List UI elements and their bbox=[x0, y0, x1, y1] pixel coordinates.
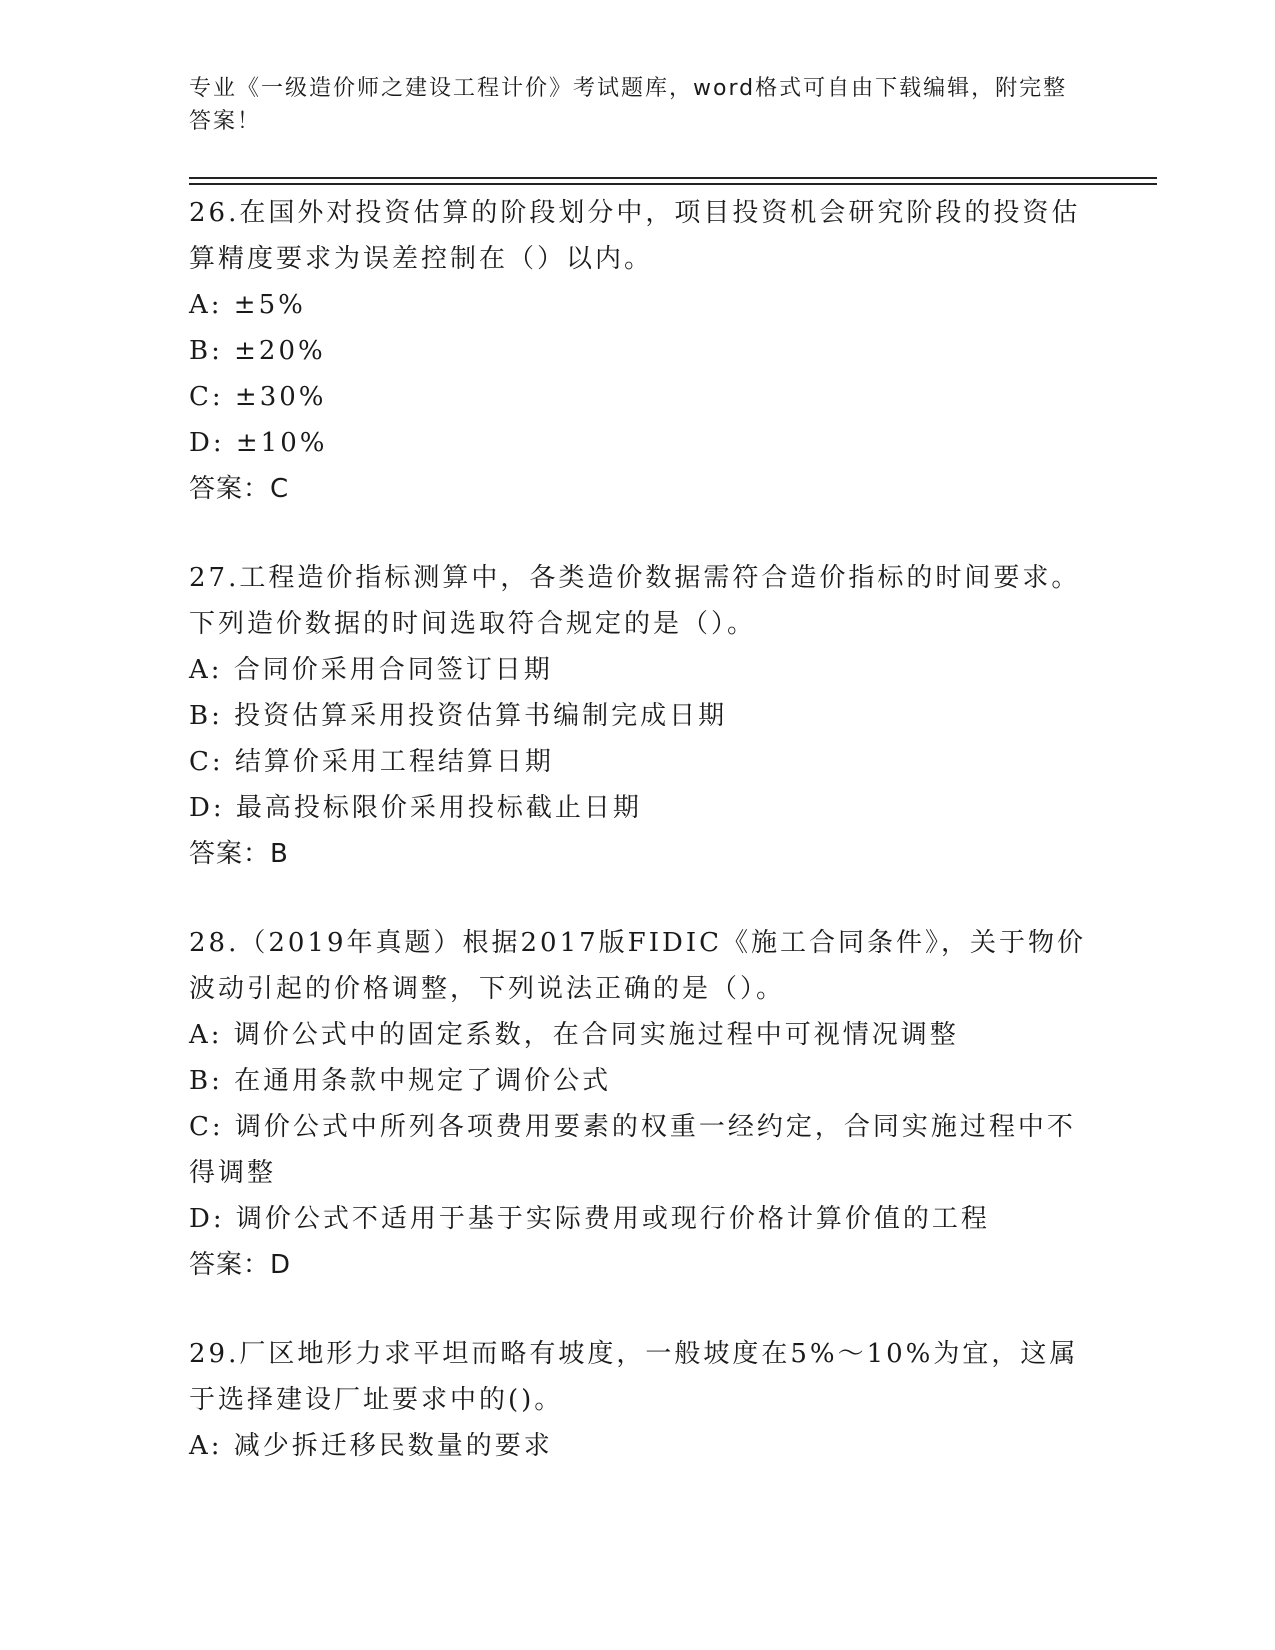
question-stem: 26.在国外对投资估算的阶段划分中，项目投资机会研究阶段的投资估算精度要求为误差控制在（）以内。 bbox=[189, 198, 1081, 274]
answer: 答案：C bbox=[189, 474, 290, 504]
question-27 bbox=[189, 555, 1089, 877]
question-stem: 29.厂区地形力求平坦而略有坡度，一般坡度在5%～10%为宜，这属于选择建设厂址要求中的()。 bbox=[189, 1339, 1079, 1415]
question-list bbox=[189, 190, 1089, 1469]
option-b: B: ±20% bbox=[189, 336, 326, 366]
option-c: C: ±30% bbox=[189, 382, 327, 412]
question-stem: 27.工程造价指标测算中，各类造价数据需符合造价指标的时间要求。下列造价数据的时间选取符合规定的是（）。 bbox=[189, 563, 1081, 639]
option-c: C: 调价公式中所列各项费用要素的权重一经约定，合同实施过程中不得调整 bbox=[189, 1112, 1076, 1188]
answer: 答案：D bbox=[189, 1250, 292, 1280]
question-26 bbox=[189, 190, 1089, 512]
answer: 答案：B bbox=[189, 839, 289, 869]
header-divider-top bbox=[189, 177, 1157, 179]
option-a: A: 减少拆迁移民数量的要求 bbox=[189, 1431, 553, 1461]
option-c: C: 结算价采用工程结算日期 bbox=[189, 747, 554, 777]
option-a: A: 合同价采用合同签订日期 bbox=[189, 655, 553, 685]
option-d: D: 最高投标限价采用投标截止日期 bbox=[189, 793, 642, 823]
option-a: A: 调价公式中的固定系数，在合同实施过程中可视情况调整 bbox=[189, 1020, 959, 1050]
header-text: 专业《一级造价师之建设工程计价》考试题库，word格式可自由下载编辑，附完整答案！ bbox=[189, 76, 1068, 134]
question-28 bbox=[189, 920, 1089, 1288]
option-a: A: ±5% bbox=[189, 290, 306, 320]
option-b: B: 在通用条款中规定了调价公式 bbox=[189, 1066, 612, 1096]
option-d: D: ±10% bbox=[189, 428, 328, 458]
document-header bbox=[189, 72, 1079, 138]
option-d: D: 调价公式不适用于基于实际费用或现行价格计算价值的工程 bbox=[189, 1204, 990, 1234]
question-29 bbox=[189, 1331, 1089, 1469]
header-divider-bottom bbox=[189, 183, 1157, 185]
option-b: B: 投资估算采用投资估算书编制完成日期 bbox=[189, 701, 728, 731]
question-stem: 28.（2019年真题）根据2017版FIDIC《施工合同条件》，关于物价波动引起的价格调整，下列说法正确的是（）。 bbox=[189, 928, 1087, 1004]
